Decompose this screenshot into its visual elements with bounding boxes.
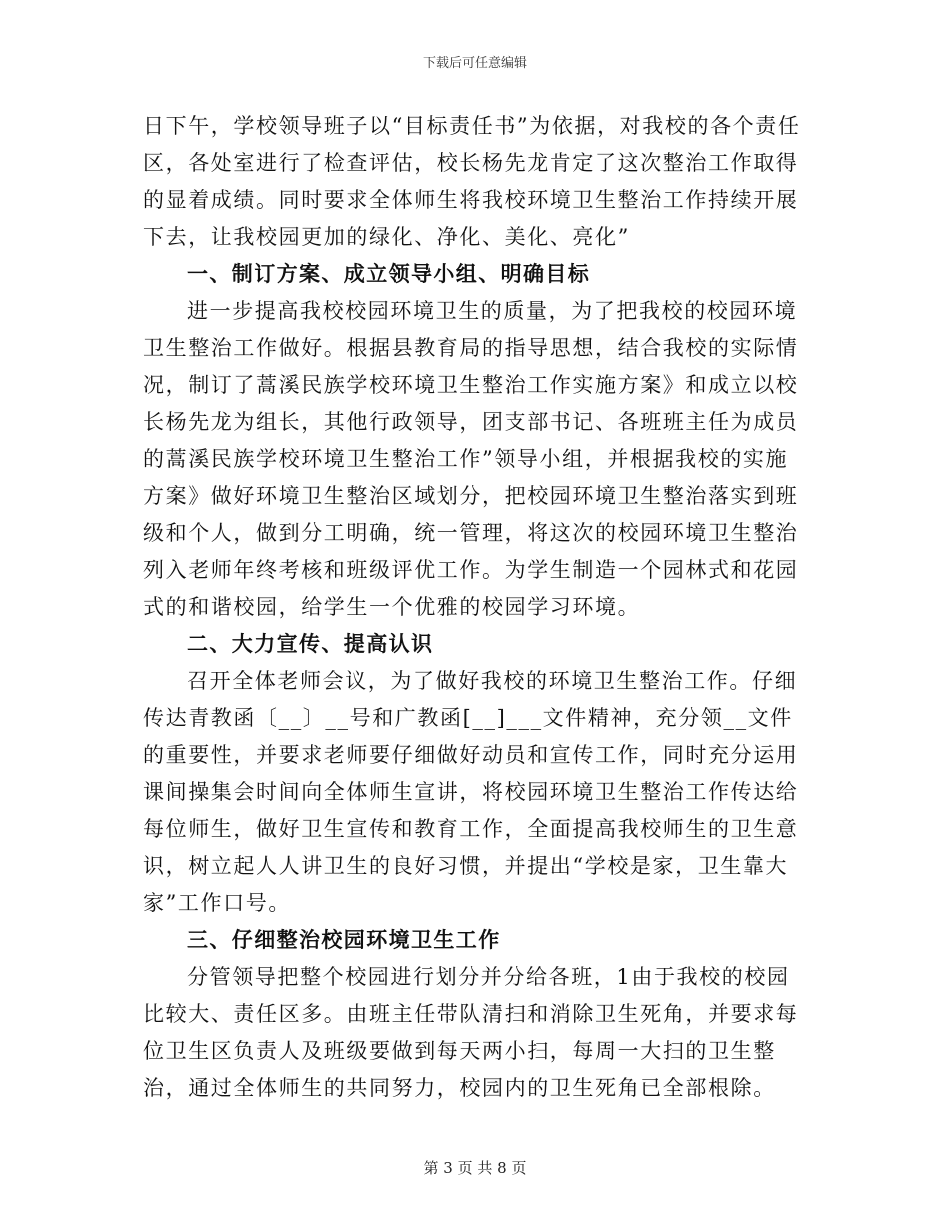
section-2-heading: 二、大力宣传、提高认识 [187, 632, 434, 656]
page-number: 第 3 页 共 8 页 [423, 1159, 527, 1177]
intro-paragraph: 日下午，学校领导班子以“目标责任书”为依据，对我校的各个责任区，各处室进行了检查评估，校长杨先龙肯定了这次整治工作取得的显着成绩。同时要求全体师生将我校环境卫生整治工作持续开展下去，让我校园更加的绿化、净化、美化、亮化” [143, 114, 801, 249]
section-2-paragraph: 召开全体老师会议，为了做好我校的环境卫生整治工作。仔细传达青教函〔__〕__号和广教函[__]___文件精神，充分领__文件的重要性，并要求老师要仔细做好动员和宣传工作，同时充分运用课间操集会时间向全体师生宣讲，将校园环境卫生整治工作传达给每位师生，做好卫生宣传和教育工作，全面提高我校师生的卫生意识，树立起人人讲卫生的良好习惯，并提出“学校是家，卫生靠大家”工作口号。 [143, 669, 799, 915]
section-3-heading: 三、仔细整治校园环境卫生工作 [187, 928, 501, 952]
section-3-paragraph: 分管领导把整个校园进行划分并分给各班，1由于我校的校园比较大、责任区多。由班主任带队清扫和消除卫生死角，并要求每位卫生区负责人及班级要做到每天两小扫，每周一大扫的卫生整治，通过全体师生的共同努力，校园内的卫生死角已全部根除。 [143, 965, 799, 1100]
section-1-heading: 一、制订方案、成立领导小组、明确目标 [187, 262, 591, 286]
section-1-paragraph: 进一步提高我校校园环境卫生的质量，为了把我校的校园环境卫生整治工作做好。根据县教育局的指导思想，结合我校的实际情况，制订了蒿溪民族学校环境卫生整治工作实施方案》和成立以校长杨先龙为组长，其他行政领导，团支部书记、各班班主任为成员的蒿溪民族学校环境卫生整治工作”领导小组，并根据我校的实施方案》做好环境卫生整治区域划分，把校园环境卫生整治落实到班级和个人，做到分工明确，统一管理，将这次的校园环境卫生整治列入老师年终考核和班级评优工作。为学生制造一个园林式和花园式的和谐校园，给学生一个优雅的校园学习环境。 [143, 299, 799, 619]
page-header: 下载后可任意编辑 [422, 56, 527, 71]
document-body [143, 108, 807, 1107]
